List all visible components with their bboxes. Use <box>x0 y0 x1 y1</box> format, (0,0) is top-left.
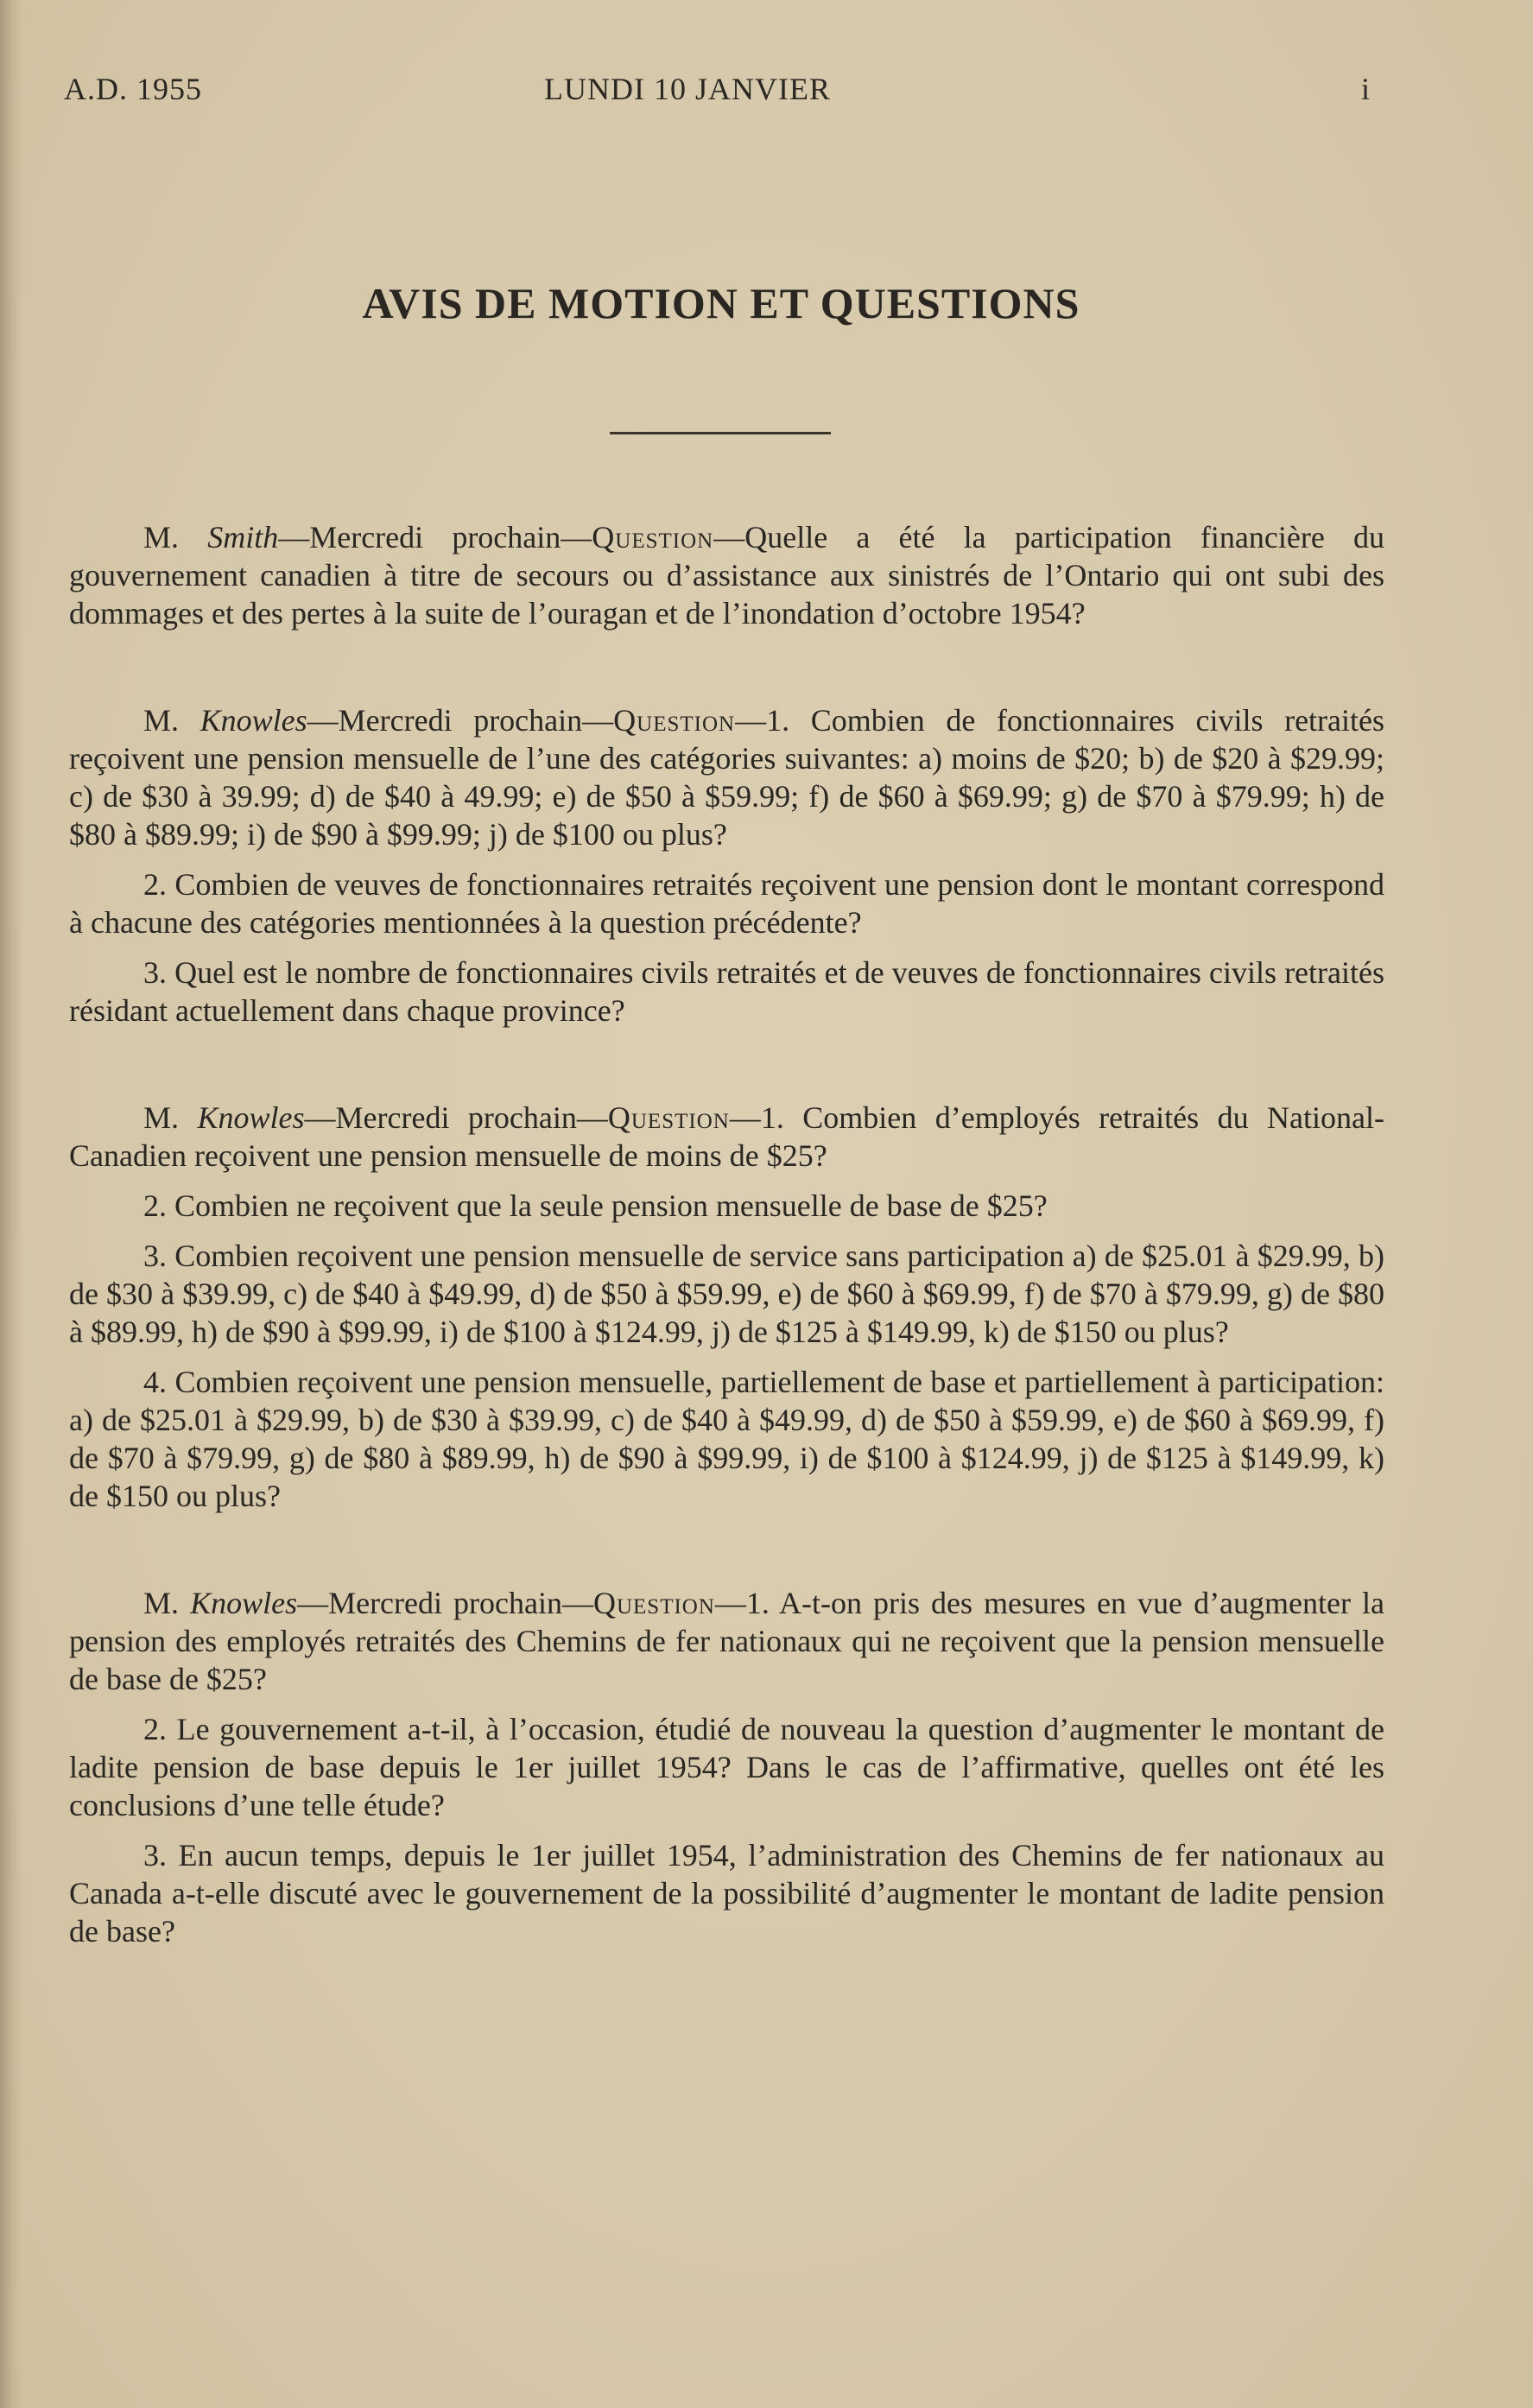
notice-text: —Quelle a été la participation financière du gouvernement canadien à titre de secours ou d’assistance aux sinistrés de l’Ontario qui ont subi des dommages et des pertes à la suite de l’ouragan et de l’inondation d’octobre 1954? <box>69 520 1385 631</box>
title-rule <box>610 432 831 434</box>
member-title: M. <box>143 703 180 738</box>
notice-knowles-cn-pensions <box>69 1099 1384 1515</box>
notice-knowles-civil-pensions <box>69 701 1384 1030</box>
notice-text: —1. A-t-on pris des mesures en vue d’augmenter la pension des employés retraités des Chemins de fer nationaux qui ne reçoivent que la pension mensuelle de base de $25? <box>69 1586 1384 1696</box>
member-name: Smith <box>207 520 279 554</box>
notice-paragraph <box>69 518 1384 632</box>
notice-kind: Question <box>607 1100 730 1135</box>
notice-when: —Mercredi prochain— <box>297 1586 593 1620</box>
notice-kind: Question <box>592 520 714 554</box>
notices-body <box>69 518 1384 2019</box>
notice-smith <box>69 518 1384 632</box>
page-header <box>0 71 1533 116</box>
notice-paragraph: 4. Combien reçoivent une pension mensuelle, partiellement de base et partiellement à participation: a) de $25.01 à $29.99, b) de $30 à $39.99, c) de $40 à $49.99, d) de $50 à $59.99, e) de $60 à $69.99, f) de $70 à $79.99, g) de $80 à $89.99, h) de $90 à $99.99, i) de $100 à $124.99, j) de $125 à $149.99, k) de $150 ou plus? <box>69 1365 1384 1513</box>
book-spine-shadow <box>0 0 22 2408</box>
header-date: LUNDI 10 JANVIER <box>544 72 831 106</box>
notice-text: —1. Combien de fonctionnaires civils retraités reçoivent une pension mensuelle de l’une des catégories suivantes: a) moins de $20; b) de $20 à $29.99; c) de $30 à 39.99; d) de $40 à 49.99; e) de $50 à $59.99; f) de $60 à $69.99; g) de $70 à $79.99; h) de $80 à $89.99; i) de $90 à $99.99; j) de $100 ou plus? <box>69 703 1385 852</box>
notice-text: —1. Combien d’employés retraités du National-Canadien reçoivent une pension mensuelle de moins de $25? <box>69 1100 1385 1173</box>
member-name: Knowles <box>197 1100 305 1135</box>
notice-paragraph: 3. Quel est le nombre de fonctionnaires civils retraités et de veuves de fonctionnaires civils retraités résidant actuellement dans chaque province? <box>69 955 1384 1028</box>
notice-when: —Mercredi prochain— <box>307 703 614 738</box>
notice-when: —Mercredi prochain— <box>278 520 592 554</box>
notice-paragraph <box>69 701 1384 853</box>
member-title: M. <box>143 1100 180 1135</box>
header-year: A.D. 1955 <box>64 72 202 106</box>
notice-paragraph <box>69 1099 1384 1175</box>
notice-paragraph: 3. En aucun temps, depuis le 1er juillet 1954, l’administration des Chemins de fer nationaux au Canada a-t-elle discuté avec le gouvernement de la possibilité d’augmenter le montant de ladite pension de base? <box>69 1838 1384 1949</box>
notice-when: —Mercredi prochain— <box>304 1100 608 1135</box>
notice-paragraph <box>69 1584 1384 1698</box>
member-name: Knowles <box>190 1586 298 1620</box>
header-page-number: i <box>1361 72 1371 106</box>
notice-paragraph: 2. Le gouvernement a-t-il, à l’occasion, étudié de nouveau la question d’augmenter le montant de ladite pension de base depuis le 1er juillet 1954? Dans le cas de l’affirmative, quelles ont été les conclusions d’une telle étude? <box>69 1712 1384 1822</box>
page-title: AVIS DE MOTION ET QUESTIONS <box>362 279 1080 327</box>
notice-paragraph: 3. Combien reçoivent une pension mensuelle de service sans participation a) de $25.01 à $29.99, b) de $30 à $39.99, c) de $40 à $49.99, d) de $50 à $59.99, e) de $60 à $69.99, f) de $70 à $79.99, g) de $80 à $89.99, h) de $90 à $99.99, i) de $100 à $124.99, j) de $125 à $149.99, k) de $150 ou plus? <box>69 1239 1384 1349</box>
notice-paragraph: 2. Combien de veuves de fonctionnaires retraités reçoivent une pension dont le montant correspond à chacune des catégories mentionnées à la question précédente? <box>69 867 1384 940</box>
notice-kind: Question <box>592 1586 715 1620</box>
member-title: M. <box>143 1586 180 1620</box>
member-title: M. <box>143 520 180 554</box>
member-name: Knowles <box>200 703 307 738</box>
notice-knowles-railway-pension-increase <box>69 1584 1384 1950</box>
notice-paragraph: 2. Combien ne reçoivent que la seule pension mensuelle de base de $25? <box>143 1188 1048 1223</box>
notice-kind: Question <box>613 703 736 738</box>
